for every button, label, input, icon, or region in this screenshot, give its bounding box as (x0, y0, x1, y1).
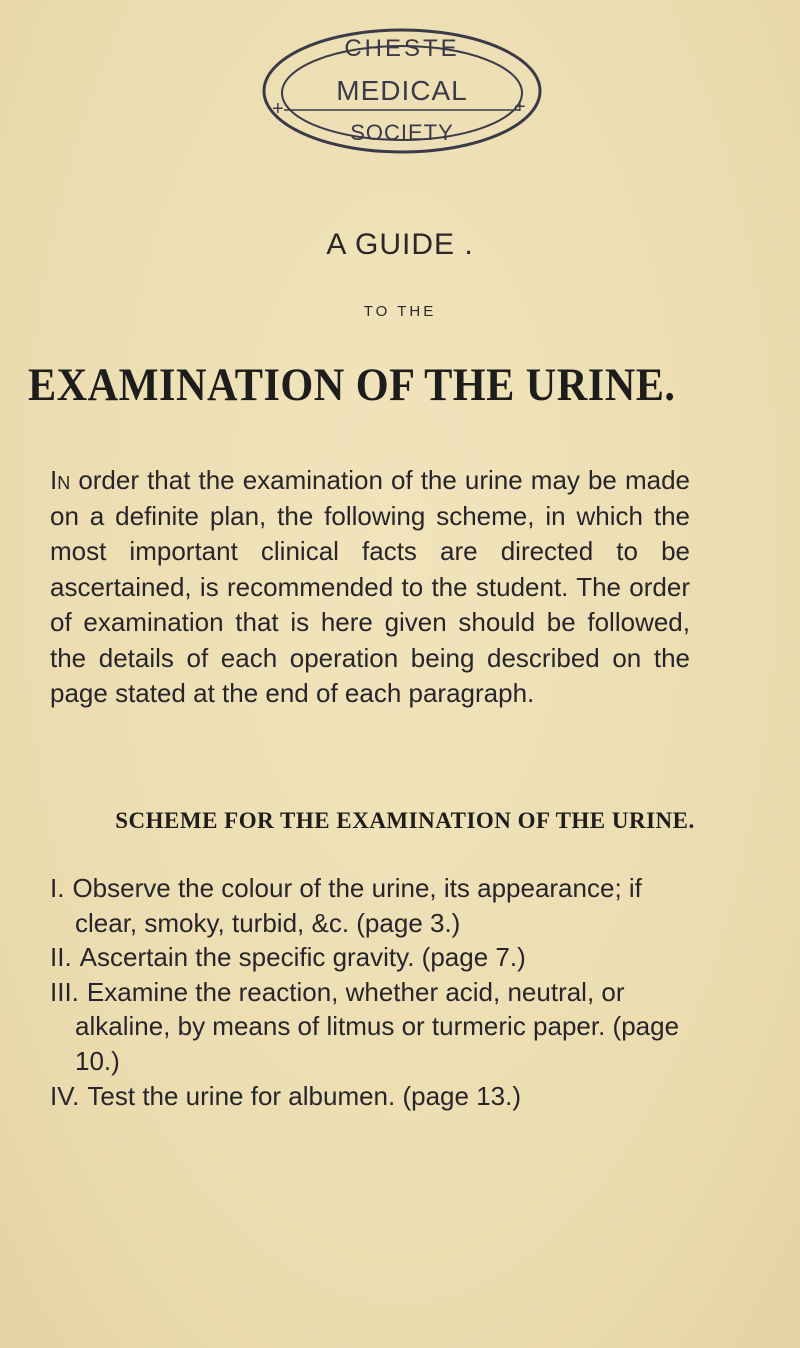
svg-text:+: + (272, 98, 284, 120)
scheme-steps-list (50, 871, 690, 1113)
subtitle: TO THE (363, 303, 437, 320)
stamp-bottom-text: SOCIETY (350, 120, 454, 145)
intro-first-word: In (50, 465, 71, 495)
intro-text: order that the examination of the urine may be made on a definite plan, the following scheme, in which the most important clinical facts are directed to be ascertained, is recommended to the student. The order of examination that is here given should be followed, the details of each operation being described on the page stated at the end of each paragraph. (50, 465, 690, 708)
step-text: Observe the colour of the urine, its appearance; if clear, smoky, turbid, &c. (page 3.) (72, 873, 642, 938)
step-text: Ascertain the specific gravity. (page 7.) (79, 942, 526, 973)
scheme-step (50, 871, 690, 940)
intro-paragraph (50, 463, 690, 712)
library-stamp-icon (252, 18, 556, 168)
step-text: Test the urine for albumen. (page 13.) (87, 1080, 521, 1111)
scheme-step (50, 1079, 690, 1114)
svg-text:+: + (514, 96, 526, 118)
step-number: I. (50, 873, 65, 903)
library-stamp (252, 18, 556, 168)
step-text: Examine the reaction, whether acid, neutral, or alkaline, by means of litmus or turmeric paper. (page 10.) (75, 976, 680, 1076)
step-number: III. (50, 976, 79, 1007)
scheme-step (50, 975, 690, 1079)
step-number: IV. (50, 1080, 80, 1111)
main-title: EXAMINATION OF THE URINE. (28, 359, 676, 411)
stamp-top-text: CHESTE (344, 35, 460, 62)
stamp-middle-text: MEDICAL (336, 75, 468, 106)
guide-title: A GUIDE . (326, 228, 474, 261)
scheme-heading: SCHEME FOR THE EXAMINATION OF THE URINE. (115, 808, 695, 833)
step-number: II. (50, 942, 72, 973)
scheme-step (50, 940, 690, 975)
